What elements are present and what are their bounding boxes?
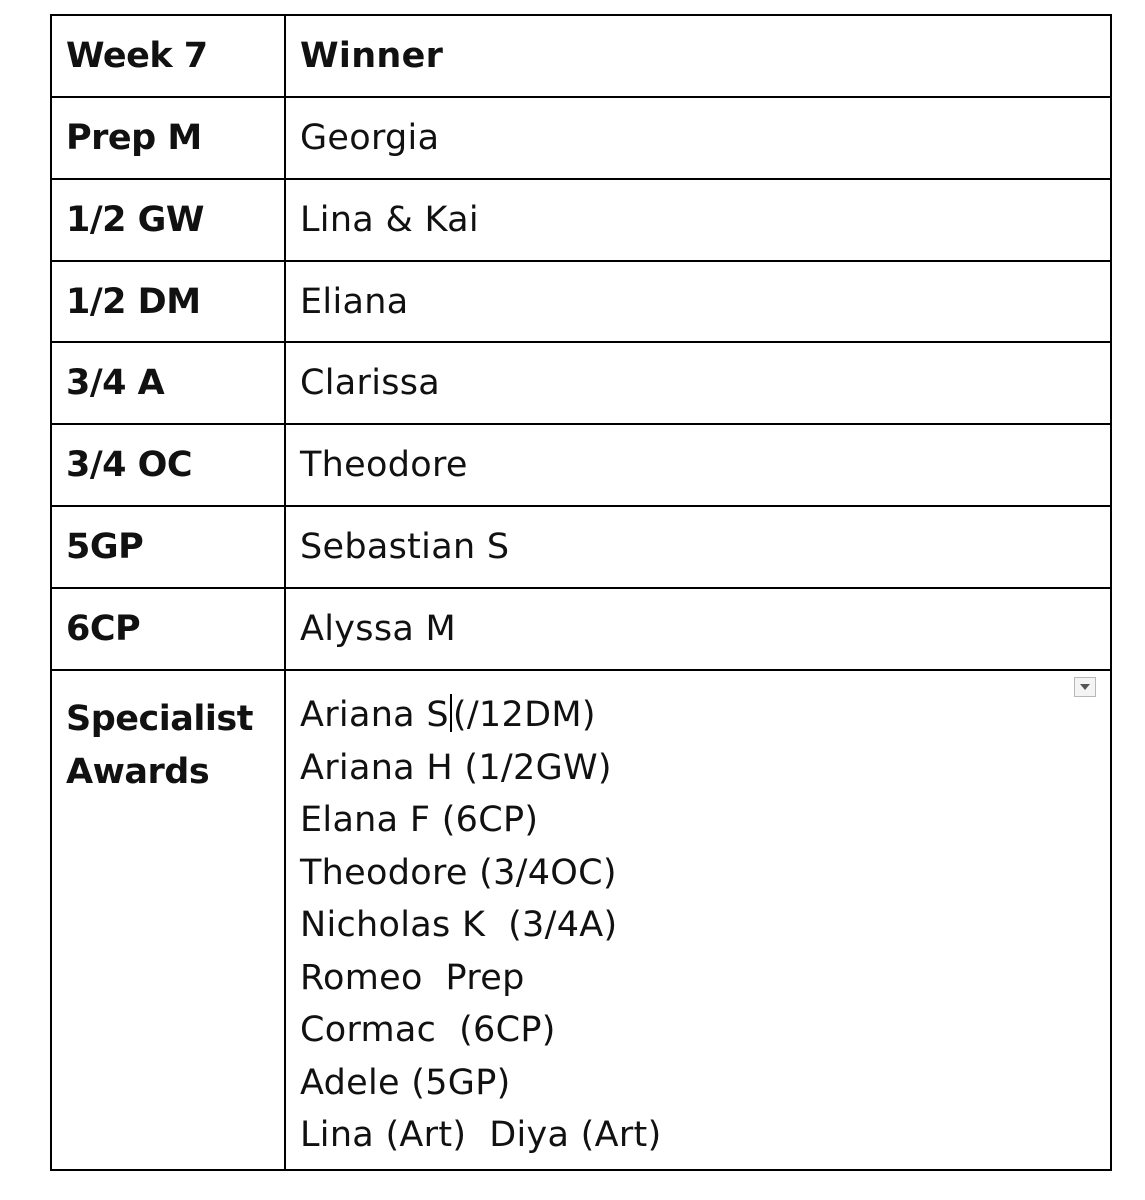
row-class-34-a[interactable] — [52, 343, 286, 425]
specialist-entry[interactable]: Cormac (6CP) — [300, 1010, 556, 1050]
class-label: 5GP — [66, 527, 144, 567]
winner-name: Clarissa — [300, 363, 441, 403]
entry-text-after-caret: (/12DM) — [452, 695, 596, 735]
header-week-text: Week 7 — [66, 36, 208, 76]
winner-name: Lina & Kai — [300, 200, 479, 240]
specialist-awards-list[interactable] — [300, 671, 1110, 1162]
specialist-entry[interactable]: Lina (Art) Diya (Art) — [300, 1115, 662, 1155]
header-winner — [286, 16, 1110, 98]
winner-name: Theodore — [300, 445, 468, 485]
specialist-label-line1: Specialist — [66, 699, 253, 739]
specialist-entry[interactable] — [300, 689, 1110, 742]
awards-table — [50, 14, 1112, 1171]
entry-text-before-caret: Ariana S — [300, 695, 449, 735]
specialist-entry[interactable]: Ariana H (1/2GW) — [300, 747, 612, 788]
header-winner-text: Winner — [300, 36, 444, 76]
class-label: 1/2 DM — [66, 281, 201, 322]
row-class-12-gw[interactable] — [52, 180, 286, 262]
row-winner-34-a[interactable] — [286, 343, 1110, 425]
specialist-awards-label-cell[interactable] — [52, 671, 286, 1169]
cell-dropdown-button[interactable] — [1074, 677, 1096, 697]
text-cursor — [450, 694, 452, 732]
specialist-awards-label — [66, 671, 253, 799]
winner-name: Alyssa M — [300, 609, 457, 649]
row-winner-12-gw[interactable] — [286, 180, 1110, 262]
row-winner-5gp[interactable] — [286, 507, 1110, 589]
row-class-12-dm[interactable] — [52, 262, 286, 343]
row-winner-prep-m[interactable] — [286, 98, 1110, 180]
specialist-entry[interactable]: Adele (5GP) — [300, 1062, 511, 1103]
specialist-entry[interactable]: Romeo Prep — [300, 957, 525, 998]
row-class-prep-m[interactable] — [52, 98, 286, 180]
class-label: 3/4 OC — [66, 445, 193, 485]
specialist-entry[interactable]: Elana F (6CP) — [300, 800, 539, 840]
specialist-awards-value-cell[interactable] — [286, 671, 1110, 1169]
row-winner-6cp[interactable] — [286, 589, 1110, 671]
class-label: 1/2 GW — [66, 200, 205, 240]
row-class-34-oc[interactable] — [52, 425, 286, 507]
class-label: Prep M — [66, 118, 202, 158]
row-class-5gp[interactable] — [52, 507, 286, 589]
header-week — [52, 16, 286, 98]
row-class-6cp[interactable] — [52, 589, 286, 671]
winner-name: Eliana — [300, 281, 409, 322]
specialist-entry[interactable]: Theodore (3/4OC) — [300, 852, 617, 893]
class-label: 6CP — [66, 609, 141, 649]
chevron-down-icon — [1080, 684, 1090, 690]
class-label: 3/4 A — [66, 363, 165, 403]
winner-name: Georgia — [300, 118, 440, 158]
winner-name: Sebastian S — [300, 527, 510, 567]
specialist-label-line2: Awards — [66, 752, 210, 792]
row-winner-12-dm[interactable] — [286, 262, 1110, 343]
specialist-entry[interactable]: Nicholas K (3/4A) — [300, 905, 618, 945]
row-winner-34-oc[interactable] — [286, 425, 1110, 507]
